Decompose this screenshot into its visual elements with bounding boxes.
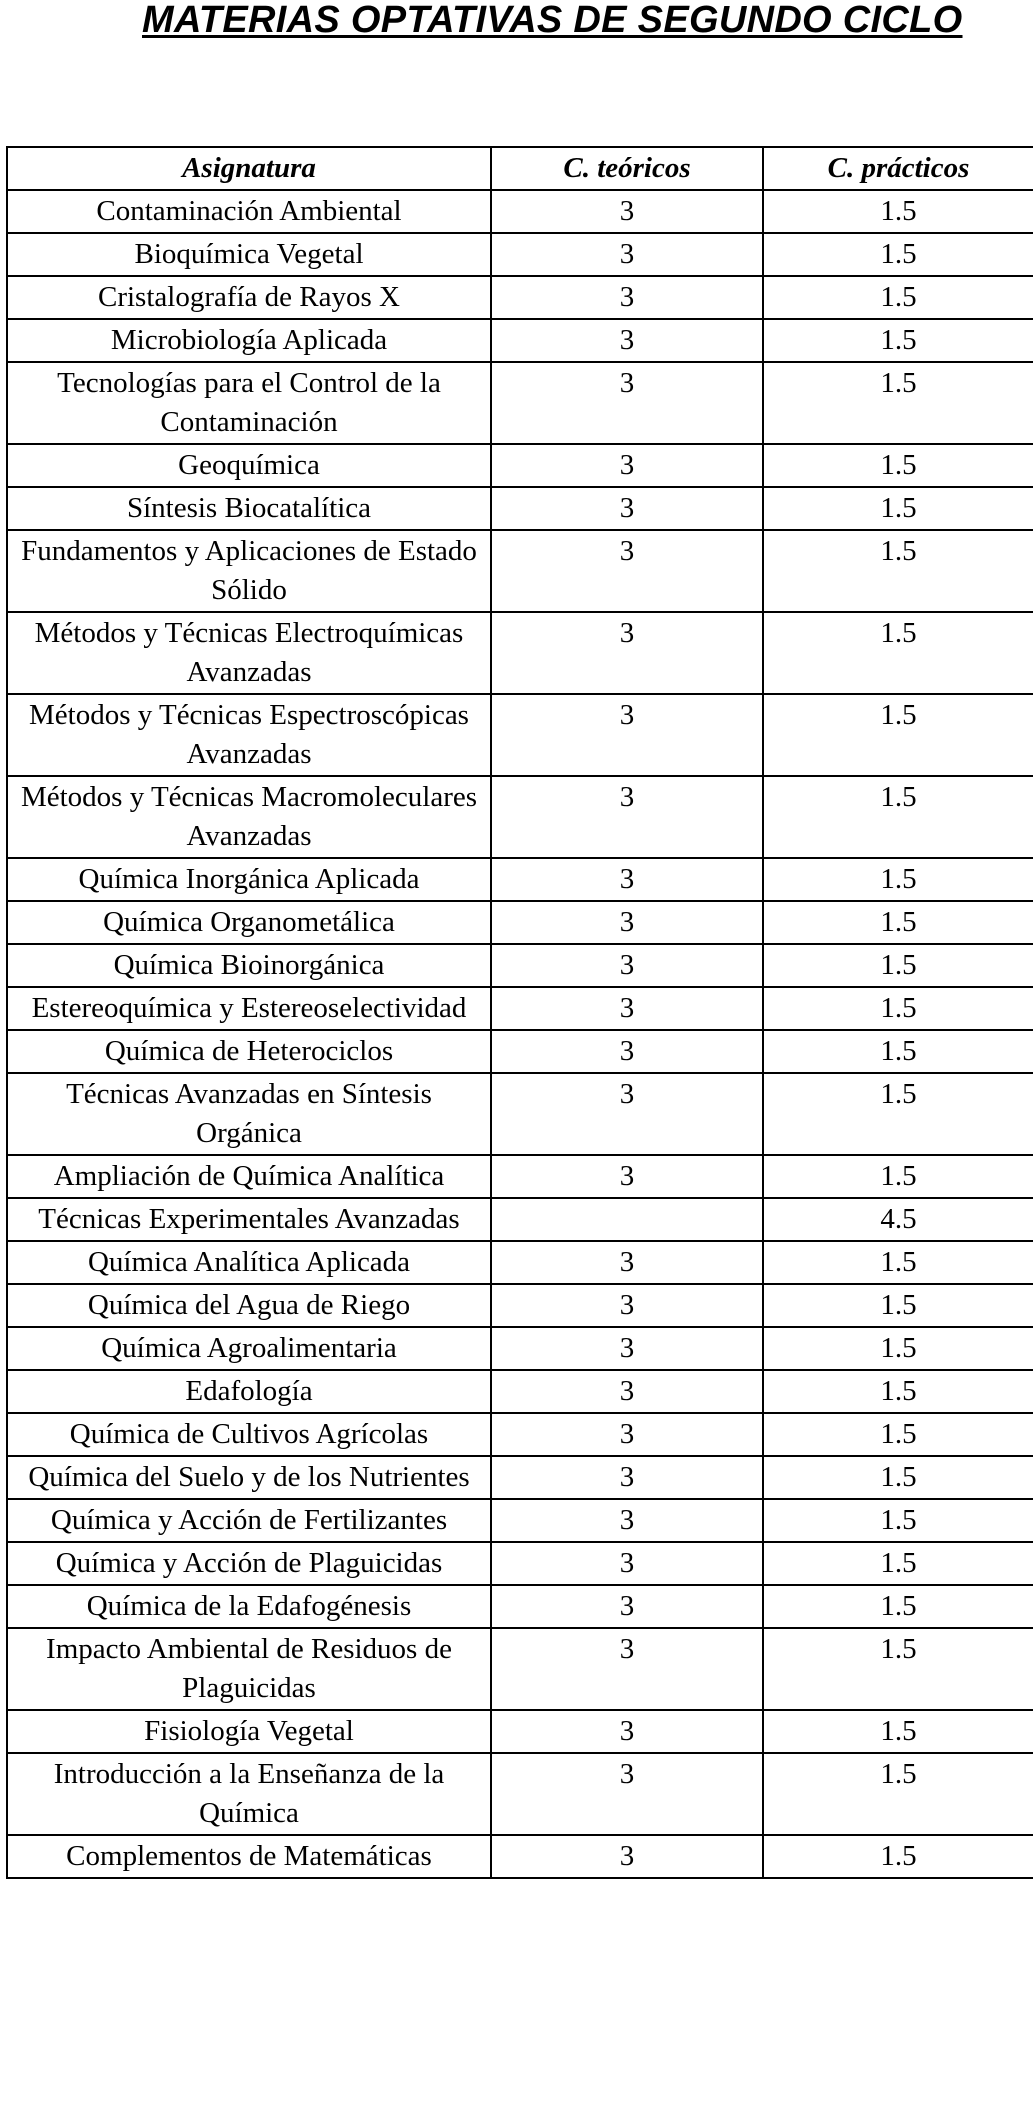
table-body: [7, 190, 1033, 1878]
theory-credits-cell: 3: [491, 1456, 763, 1499]
theory-credits-cell: 3: [491, 190, 763, 233]
theory-credits-cell: 3: [491, 612, 763, 694]
practical-credits-cell: 1.5: [763, 1155, 1033, 1198]
theory-credits-cell: 3: [491, 1585, 763, 1628]
table-row: [7, 1327, 1033, 1370]
practical-credits-cell: 1.5: [763, 694, 1033, 776]
practical-credits-cell: 1.5: [763, 776, 1033, 858]
subject-cell: Bioquímica Vegetal: [7, 233, 491, 276]
table-row: [7, 1241, 1033, 1284]
practical-credits-cell: 1.5: [763, 1710, 1033, 1753]
table-row: [7, 1413, 1033, 1456]
table-row: [7, 190, 1033, 233]
theory-credits-cell: 3: [491, 319, 763, 362]
theory-credits-cell: 3: [491, 1499, 763, 1542]
theory-credits-cell: 3: [491, 944, 763, 987]
table-row: [7, 1198, 1033, 1241]
theory-credits-cell: 3: [491, 1030, 763, 1073]
theory-credits-cell: 3: [491, 530, 763, 612]
subject-cell: Química y Acción de Fertilizantes: [7, 1499, 491, 1542]
theory-credits-cell: [491, 1198, 763, 1241]
theory-credits-cell: 3: [491, 776, 763, 858]
table-row: [7, 1710, 1033, 1753]
subject-cell: Edafología: [7, 1370, 491, 1413]
table-header: [7, 147, 1033, 190]
subject-cell: Química del Agua de Riego: [7, 1284, 491, 1327]
practical-credits-cell: 1.5: [763, 1241, 1033, 1284]
practical-credits-cell: 1.5: [763, 190, 1033, 233]
theory-credits-cell: 3: [491, 858, 763, 901]
subject-cell: Síntesis Biocatalítica: [7, 487, 491, 530]
table-row: [7, 1284, 1033, 1327]
table-row: [7, 1753, 1033, 1835]
table-row: [7, 1542, 1033, 1585]
table-row: [7, 1073, 1033, 1155]
subject-cell: Contaminación Ambiental: [7, 190, 491, 233]
courses-table: [6, 146, 1033, 1879]
subject-cell: Técnicas Avanzadas en Síntesis Orgánica: [7, 1073, 491, 1155]
table-row: [7, 987, 1033, 1030]
table-row: [7, 1155, 1033, 1198]
practical-credits-cell: 1.5: [763, 1456, 1033, 1499]
practical-credits-cell: 4.5: [763, 1198, 1033, 1241]
header-subject: Asignatura: [7, 147, 491, 190]
subject-cell: Química y Acción de Plaguicidas: [7, 1542, 491, 1585]
table-row: [7, 362, 1033, 444]
table-row: [7, 612, 1033, 694]
practical-credits-cell: 1.5: [763, 612, 1033, 694]
theory-credits-cell: 3: [491, 1628, 763, 1710]
theory-credits-cell: 3: [491, 901, 763, 944]
page-title: MATERIAS OPTATIVAS DE SEGUNDO CICLO: [142, 0, 963, 41]
subject-cell: Complementos de Matemáticas: [7, 1835, 491, 1878]
subject-cell: Técnicas Experimentales Avanzadas: [7, 1198, 491, 1241]
table-row: [7, 530, 1033, 612]
table-row: [7, 858, 1033, 901]
practical-credits-cell: 1.5: [763, 901, 1033, 944]
table-row: [7, 1030, 1033, 1073]
practical-credits-cell: 1.5: [763, 1030, 1033, 1073]
theory-credits-cell: 3: [491, 1710, 763, 1753]
practical-credits-cell: 1.5: [763, 1499, 1033, 1542]
practical-credits-cell: 1.5: [763, 944, 1033, 987]
theory-credits-cell: 3: [491, 1155, 763, 1198]
subject-cell: Química Analítica Aplicada: [7, 1241, 491, 1284]
subject-cell: Tecnologías para el Control de la Contaminación: [7, 362, 491, 444]
practical-credits-cell: 1.5: [763, 987, 1033, 1030]
table-row: [7, 1628, 1033, 1710]
practical-credits-cell: 1.5: [763, 1327, 1033, 1370]
subject-cell: Introducción a la Enseñanza de la Química: [7, 1753, 491, 1835]
practical-credits-cell: 1.5: [763, 1413, 1033, 1456]
subject-cell: Estereoquímica y Estereoselectividad: [7, 987, 491, 1030]
table-row: [7, 1585, 1033, 1628]
theory-credits-cell: 3: [491, 362, 763, 444]
theory-credits-cell: 3: [491, 1073, 763, 1155]
table-row: [7, 1456, 1033, 1499]
practical-credits-cell: 1.5: [763, 487, 1033, 530]
subject-cell: Química de Cultivos Agrícolas: [7, 1413, 491, 1456]
table-row: [7, 1499, 1033, 1542]
header-row: [7, 147, 1033, 190]
theory-credits-cell: 3: [491, 1241, 763, 1284]
practical-credits-cell: 1.5: [763, 1753, 1033, 1835]
table-row: [7, 776, 1033, 858]
subject-cell: Métodos y Técnicas Macromoleculares Avanzadas: [7, 776, 491, 858]
theory-credits-cell: 3: [491, 233, 763, 276]
theory-credits-cell: 3: [491, 444, 763, 487]
practical-credits-cell: 1.5: [763, 530, 1033, 612]
practical-credits-cell: 1.5: [763, 1542, 1033, 1585]
practical-credits-cell: 1.5: [763, 1284, 1033, 1327]
theory-credits-cell: 3: [491, 1284, 763, 1327]
theory-credits-cell: 3: [491, 1327, 763, 1370]
table-row: [7, 487, 1033, 530]
subject-cell: Fundamentos y Aplicaciones de Estado Sólido: [7, 530, 491, 612]
subject-cell: Química Organometálica: [7, 901, 491, 944]
subject-cell: Química de la Edafogénesis: [7, 1585, 491, 1628]
table-row: [7, 444, 1033, 487]
table-row: [7, 233, 1033, 276]
theory-credits-cell: 3: [491, 987, 763, 1030]
practical-credits-cell: 1.5: [763, 233, 1033, 276]
theory-credits-cell: 3: [491, 1835, 763, 1878]
table-row: [7, 901, 1033, 944]
subject-cell: Cristalografía de Rayos X: [7, 276, 491, 319]
subject-cell: Química del Suelo y de los Nutrientes: [7, 1456, 491, 1499]
subject-cell: Geoquímica: [7, 444, 491, 487]
subject-cell: Fisiología Vegetal: [7, 1710, 491, 1753]
table-row: [7, 694, 1033, 776]
header-practical-credits: C. prácticos: [763, 147, 1033, 190]
table-row: [7, 1835, 1033, 1878]
subject-cell: Ampliación de Química Analítica: [7, 1155, 491, 1198]
theory-credits-cell: 3: [491, 1542, 763, 1585]
subject-cell: Química Bioinorgánica: [7, 944, 491, 987]
theory-credits-cell: 3: [491, 276, 763, 319]
theory-credits-cell: 3: [491, 487, 763, 530]
table-row: [7, 319, 1033, 362]
practical-credits-cell: 1.5: [763, 444, 1033, 487]
subject-cell: Química de Heterociclos: [7, 1030, 491, 1073]
subject-cell: Métodos y Técnicas Espectroscópicas Avanzadas: [7, 694, 491, 776]
theory-credits-cell: 3: [491, 694, 763, 776]
theory-credits-cell: 3: [491, 1370, 763, 1413]
practical-credits-cell: 1.5: [763, 276, 1033, 319]
subject-cell: Impacto Ambiental de Residuos de Plaguicidas: [7, 1628, 491, 1710]
subject-cell: Química Inorgánica Aplicada: [7, 858, 491, 901]
practical-credits-cell: 1.5: [763, 1835, 1033, 1878]
practical-credits-cell: 1.5: [763, 319, 1033, 362]
practical-credits-cell: 1.5: [763, 1073, 1033, 1155]
practical-credits-cell: 1.5: [763, 1628, 1033, 1710]
subject-cell: Microbiología Aplicada: [7, 319, 491, 362]
subject-cell: Métodos y Técnicas Electroquímicas Avanzadas: [7, 612, 491, 694]
subject-cell: Química Agroalimentaria: [7, 1327, 491, 1370]
table-row: [7, 1370, 1033, 1413]
practical-credits-cell: 1.5: [763, 1370, 1033, 1413]
practical-credits-cell: 1.5: [763, 1585, 1033, 1628]
theory-credits-cell: 3: [491, 1413, 763, 1456]
theory-credits-cell: 3: [491, 1753, 763, 1835]
practical-credits-cell: 1.5: [763, 858, 1033, 901]
table-row: [7, 944, 1033, 987]
practical-credits-cell: 1.5: [763, 362, 1033, 444]
header-theory-credits: C. teóricos: [491, 147, 763, 190]
table-row: [7, 276, 1033, 319]
